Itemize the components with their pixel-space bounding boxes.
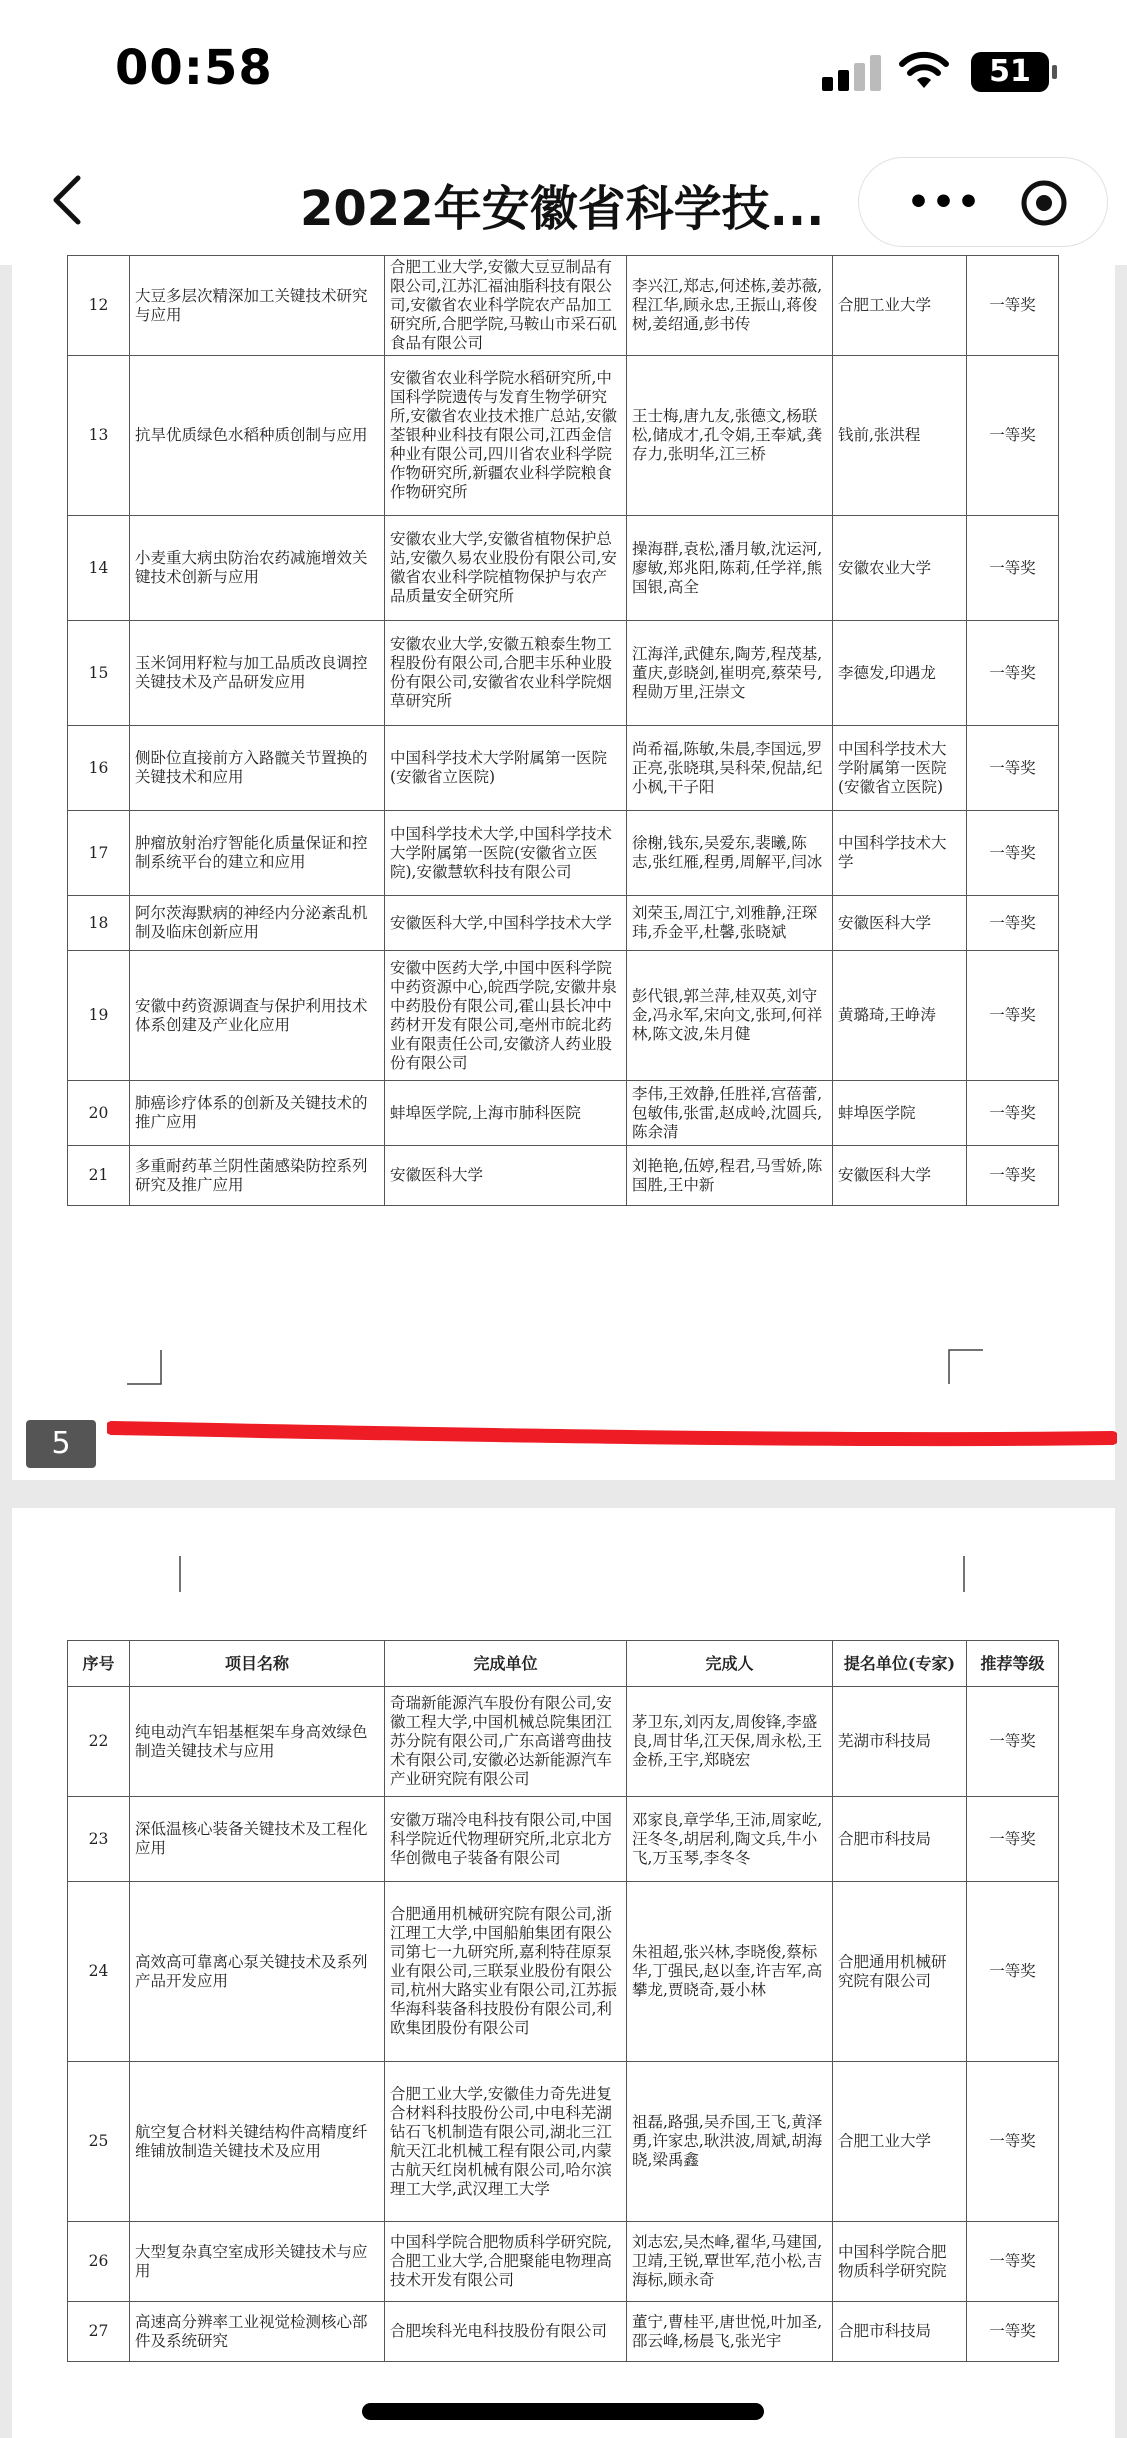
project-name: 深低温核心装备关键技术及工程化应用: [130, 1797, 385, 1882]
page-title: 2022年安徽省科学技...: [300, 181, 825, 237]
project-name: 小麦重大病虫防治农药减施增效关键技术创新与应用: [130, 516, 385, 621]
nominator: 合肥工业大学: [833, 256, 967, 356]
table-row: [68, 811, 1059, 896]
award-level: 一等奖: [967, 2222, 1059, 2302]
header-project-name: 项目名称: [130, 1641, 385, 1687]
award-level: 一等奖: [967, 256, 1059, 356]
row-number: 17: [68, 811, 130, 896]
completing-people: 董宁,曹桂平,唐世悦,叶加圣,邵云峰,杨晨飞,张光宇: [627, 2302, 833, 2362]
red-highlight-line: [107, 1420, 1117, 1450]
table-row: [68, 256, 1059, 356]
completing-units: 安徽农业大学,安徽省植物保护总站,安徽久易农业股份有限公司,安徽省农业科学院植物保护与农产品质量安全研究所: [385, 516, 627, 621]
page-number-badge: 5: [26, 1420, 96, 1468]
project-name: 大豆多层次精深加工关键技术研究与应用: [130, 256, 385, 356]
project-name: 高速高分辨率工业视觉检测核心部件及系统研究: [130, 2302, 385, 2362]
project-name: 航空复合材料关键结构件高精度纤维铺放制造关键技术及应用: [130, 2062, 385, 2222]
project-name: 肺癌诊疗体系的创新及关键技术的推广应用: [130, 1081, 385, 1146]
completing-people: 操海群,袁松,潘月敏,沈运河,廖敏,郑兆阳,陈莉,任学祥,熊国银,高全: [627, 516, 833, 621]
award-level: 一等奖: [967, 356, 1059, 516]
completing-units: 中国科学院合肥物质科学研究院,合肥工业大学,合肥聚能电物理高技术开发有限公司: [385, 2222, 627, 2302]
completing-people: 邓家良,章学华,王沛,周家屹,汪冬冬,胡居利,陶文兵,牛小飞,万玉琴,李冬冬: [627, 1797, 833, 1882]
home-indicator[interactable]: [362, 2403, 764, 2420]
award-level: 一等奖: [967, 1146, 1059, 1206]
nominator: 中国科学技术大学: [833, 811, 967, 896]
nominator: 蚌埠医学院: [833, 1081, 967, 1146]
awards-table: [67, 255, 1059, 1206]
project-name: 大型复杂真空室成形关键技术与应用: [130, 2222, 385, 2302]
completing-units: 合肥通用机械研究院有限公司,浙江理工大学,中国船舶集团有限公司第七一九研究所,嘉利特荏原泵业有限公司,三联泵业股份有限公司,杭州大路实业有限公司,江苏振华海科装备科技股份有限公司,利欧集团股份有限公司: [385, 1882, 627, 2062]
award-level: 一等奖: [967, 1797, 1059, 1882]
completing-units: 安徽省农业科学院水稻研究所,中国科学院遗传与发育生物学研究所,安徽省农业技术推广总站,安徽荃银种业科技有限公司,江西金信种业有限公司,四川省农业科学院作物研究所,新疆农业科学院粮食作物研究所: [385, 356, 627, 516]
award-level: 一等奖: [967, 2302, 1059, 2362]
completing-units: 蚌埠医学院,上海市肺科医院: [385, 1081, 627, 1146]
table-row: [68, 726, 1059, 811]
nominator: 合肥工业大学: [833, 2062, 967, 2222]
completing-units: 中国科学技术大学附属第一医院(安徽省立医院): [385, 726, 627, 811]
table-header-row: [68, 1641, 1059, 1687]
close-target-icon[interactable]: [1019, 178, 1069, 228]
award-level: 一等奖: [967, 1081, 1059, 1146]
completing-units: 安徽万瑞冷电科技有限公司,中国科学院近代物理研究所,北京北方华创微电子装备有限公司: [385, 1797, 627, 1882]
completing-units: 合肥工业大学,安徽大豆豆制品有限公司,江苏汇福油脂科技有限公司,安徽省农业科学院农产品加工研究所,合肥学院,马鞍山市采石矶食品有限公司: [385, 256, 627, 356]
award-level: 一等奖: [967, 896, 1059, 951]
table-row: [68, 1081, 1059, 1146]
row-number: 14: [68, 516, 130, 621]
completing-people: 李伟,王效静,任胜祥,宫蓓蕾,包敏伟,张雷,赵成岭,沈圆兵,陈余清: [627, 1081, 833, 1146]
completing-units: 安徽医科大学,中国科学技术大学: [385, 896, 627, 951]
cellular-signal-icon: [822, 55, 882, 91]
row-number: 18: [68, 896, 130, 951]
table-row: [68, 2302, 1059, 2362]
project-name: 肿瘤放射治疗智能化质量保证和控制系统平台的建立和应用: [130, 811, 385, 896]
nominator: 合肥市科技局: [833, 2302, 967, 2362]
nominator: 合肥通用机械研究院有限公司: [833, 1882, 967, 2062]
award-level: 一等奖: [967, 516, 1059, 621]
crop-mark-icon: [947, 1348, 985, 1386]
row-number: 19: [68, 951, 130, 1081]
status-bar: [0, 0, 1127, 140]
nominator: 安徽医科大学: [833, 1146, 967, 1206]
table-row: [68, 621, 1059, 726]
nominator: 芜湖市科技局: [833, 1687, 967, 1797]
award-level: 一等奖: [967, 1687, 1059, 1797]
project-name: 安徽中药资源调查与保护利用技术体系创建及产业化应用: [130, 951, 385, 1081]
row-number: 15: [68, 621, 130, 726]
nominator: 合肥市科技局: [833, 1797, 967, 1882]
row-number: 26: [68, 2222, 130, 2302]
completing-people: 茅卫东,刘丙友,周俊锋,李盛良,周甘华,江天保,周永松,王金桥,王宇,郑晓宏: [627, 1687, 833, 1797]
table-row: [68, 1146, 1059, 1206]
project-name: 多重耐药革兰阴性菌感染防控系列研究及推广应用: [130, 1146, 385, 1206]
project-name: 玉米饲用籽粒与加工品质改良调控关键技术及产品研发应用: [130, 621, 385, 726]
header-level: 推荐等级: [967, 1641, 1059, 1687]
completing-people: 李兴江,郑志,何述栋,姜苏薇,程江华,顾永忠,王振山,蒋俊树,姜绍通,彭书传: [627, 256, 833, 356]
crop-mark-icon: [144, 1556, 182, 1594]
header-nominator: 提名单位(专家): [833, 1641, 967, 1687]
award-level: 一等奖: [967, 726, 1059, 811]
back-arrow-icon[interactable]: [40, 170, 100, 230]
row-number: 22: [68, 1687, 130, 1797]
header-no: 序号: [68, 1641, 130, 1687]
awards-table: [67, 1640, 1059, 2362]
completing-people: 王士梅,唐九友,张德文,杨联松,储成才,孔令娟,王奉斌,龚存力,张明华,江三桥: [627, 356, 833, 516]
completing-people: 朱祖超,张兴林,李晓俊,蔡标华,丁强民,赵以奎,许吉军,高攀龙,贾晓奇,聂小林: [627, 1882, 833, 2062]
completing-units: 合肥工业大学,安徽佳力奇先进复合材料科技股份公司,中电科芜湖钻石飞机制造有限公司,湖北三江航天江北机械工程有限公司,内蒙古航天红岗机械有限公司,哈尔滨理工大学,武汉理工大学: [385, 2062, 627, 2222]
completing-people: 祖磊,路强,吴乔国,王飞,黄泽勇,许家忠,耿洪波,周斌,胡海晓,梁禹鑫: [627, 2062, 833, 2222]
table-row: [68, 896, 1059, 951]
document-page: [12, 1508, 1115, 2438]
table-row: [68, 2222, 1059, 2302]
table-row: [68, 1797, 1059, 1882]
table-row: [68, 516, 1059, 621]
crop-mark-icon: [125, 1348, 163, 1386]
completing-units: 奇瑞新能源汽车股份有限公司,安徽工程大学,中国机械总院集团江苏分院有限公司,广东高谱弯曲技术有限公司,安徽必达新能源汽车产业研究院有限公司: [385, 1687, 627, 1797]
project-name: 抗旱优质绿色水稻种质创制与应用: [130, 356, 385, 516]
table-row: [68, 2062, 1059, 2222]
row-number: 23: [68, 1797, 130, 1882]
project-name: 侧卧位直接前方入路髋关节置换的关键技术和应用: [130, 726, 385, 811]
mini-program-capsule: [858, 157, 1108, 247]
project-name: 阿尔茨海默病的神经内分泌紊乱机制及临床创新应用: [130, 896, 385, 951]
table-row: [68, 1687, 1059, 1797]
nominator: 安徽农业大学: [833, 516, 967, 621]
nominator: 钱前,张洪程: [833, 356, 967, 516]
completing-people: 刘荣玉,周江宁,刘雅静,汪琛玮,乔金平,杜馨,张晓斌: [627, 896, 833, 951]
completing-units: 安徽医科大学: [385, 1146, 627, 1206]
table-row: [68, 356, 1059, 516]
completing-units: 安徽农业大学,安徽五粮泰生物工程股份有限公司,合肥丰乐种业股份有限公司,安徽省农业科学院烟草研究所: [385, 621, 627, 726]
award-level: 一等奖: [967, 811, 1059, 896]
completing-units: 安徽中医药大学,中国中医科学院中药资源中心,皖西学院,安徽井泉中药股份有限公司,霍山县长冲中药材开发有限公司,亳州市皖北药业有限责任公司,安徽济人药业股份有限公司: [385, 951, 627, 1081]
nominator: 中国科学技术大学附属第一医院(安徽省立医院): [833, 726, 967, 811]
wifi-icon: [898, 50, 950, 90]
document-page: [12, 258, 1115, 1480]
project-name: 高效高可靠离心泵关键技术及系列产品开发应用: [130, 1882, 385, 2062]
table-row: [68, 1882, 1059, 2062]
award-level: 一等奖: [967, 2062, 1059, 2222]
award-level: 一等奖: [967, 621, 1059, 726]
row-number: 25: [68, 2062, 130, 2222]
completing-people: 徐榭,钱东,吴爱东,裴曦,陈志,张红雁,程勇,周解平,闫冰: [627, 811, 833, 896]
row-number: 20: [68, 1081, 130, 1146]
header-people: 完成人: [627, 1641, 833, 1687]
nav-bar: [0, 140, 1127, 265]
completing-people: 尚希福,陈敏,朱晨,李国远,罗正亮,张晓琪,吴科荣,倪喆,纪小枫,干子阳: [627, 726, 833, 811]
table-row: [68, 951, 1059, 1081]
row-number: 27: [68, 2302, 130, 2362]
completing-people: 江海洋,武健东,陶芳,程茂基,董庆,彭晓剑,崔明亮,蔡荣号,程勋万里,汪崇文: [627, 621, 833, 726]
battery-icon: 51: [971, 52, 1049, 92]
header-units: 完成单位: [385, 1641, 627, 1687]
completing-people: 刘志宏,吴杰峰,翟华,马建国,卫靖,王锐,覃世军,范小松,吉海标,顾永奇: [627, 2222, 833, 2302]
row-number: 21: [68, 1146, 130, 1206]
project-name: 纯电动汽车铝基框架车身高效绿色制造关键技术与应用: [130, 1687, 385, 1797]
nominator: 黄璐琦,王峥涛: [833, 951, 967, 1081]
award-level: 一等奖: [967, 951, 1059, 1081]
completing-people: 彭代银,郭兰萍,桂双英,刘守金,冯永军,宋向文,张珂,何祥林,陈文波,朱月健: [627, 951, 833, 1081]
completing-units: 中国科学技术大学,中国科学技术大学附属第一医院(安徽省立医院),安徽慧软科技有限公司: [385, 811, 627, 896]
award-level: 一等奖: [967, 1882, 1059, 2062]
more-icon[interactable]: •••: [907, 182, 983, 223]
nominator: 安徽医科大学: [833, 896, 967, 951]
nominator: 中国科学院合肥物质科学研究院: [833, 2222, 967, 2302]
row-number: 16: [68, 726, 130, 811]
crop-mark-icon: [962, 1556, 1000, 1594]
status-time: 00:58: [115, 40, 273, 96]
completing-units: 合肥埃科光电科技股份有限公司: [385, 2302, 627, 2362]
row-number: 13: [68, 356, 130, 516]
row-number: 24: [68, 1882, 130, 2062]
nominator: 李德发,印遇龙: [833, 621, 967, 726]
row-number: 12: [68, 256, 130, 356]
completing-people: 刘艳艳,伍婷,程君,马雪娇,陈国胜,王中新: [627, 1146, 833, 1206]
